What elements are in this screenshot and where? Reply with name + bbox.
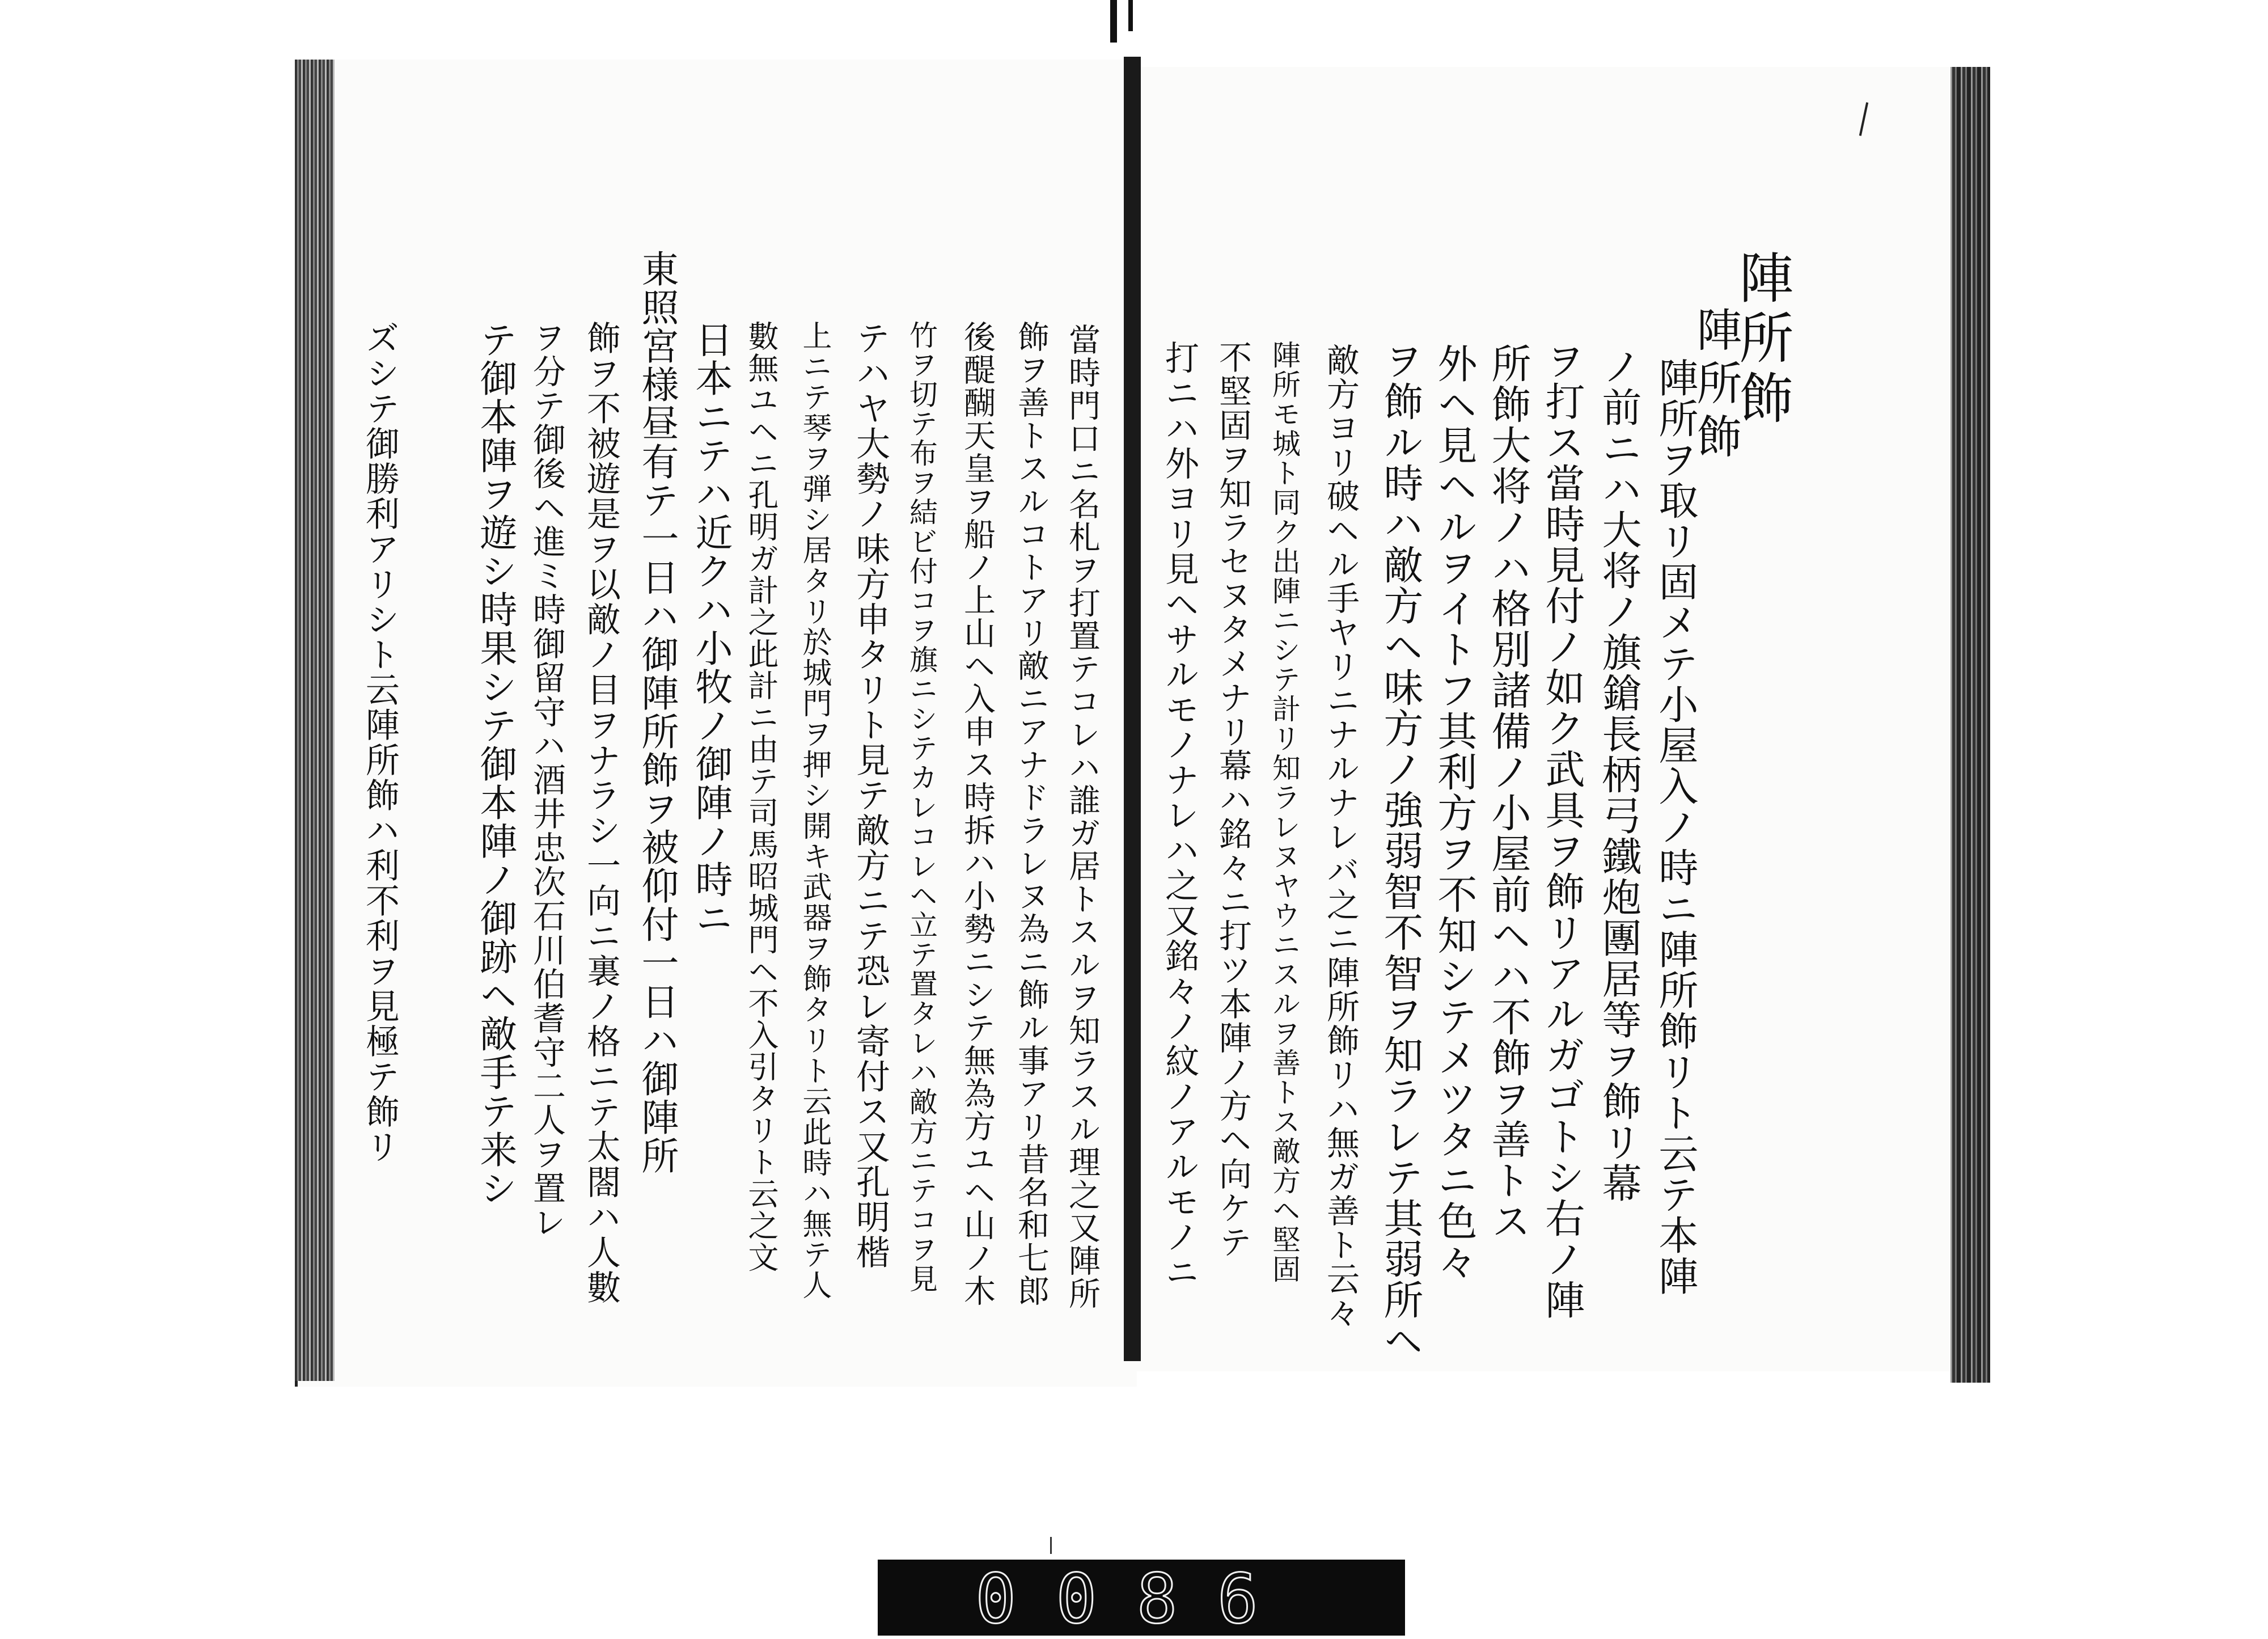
- top-edge-mark: [1128, 0, 1133, 31]
- text-column: 日本ニテハ近クハ小牧ノ御陣ノ時ニ: [689, 320, 733, 937]
- text-column: 東照宮様昼有テ一日ハ御陣所飾ヲ被仰付一日ハ御陣所: [635, 250, 679, 1175]
- text-column: 上ニテ琴ヲ弾シ居タリ於城門ヲ押シ開キ武器ヲ飾タリト云此時ハ無テ人: [797, 320, 831, 1300]
- text-column: 當時門口ニ名札ヲ打置テコレハ誰ガ居トスルヲ知ラスル理之又陣所: [1064, 323, 1101, 1310]
- book-spine: [1124, 57, 1141, 1361]
- text-column: 陣所飾: [1689, 306, 1742, 466]
- text-column: 不堅固ヲ知ラセヌタメナリ幕ハ銘々ニ打ツ本陣ノ方ヘ向ケテ: [1213, 340, 1252, 1259]
- text-column: 敵方ヨリ破ヘル手ヤリニナルナレバ之ニ陣所飾リハ無ガ善ト云々: [1321, 343, 1360, 1330]
- text-column: ズシテ御勝利アリシト云陣所飾ハ利不利ヲ見極テ飾リ: [360, 320, 400, 1164]
- text-column: ノ前ニハ大将ノ旗鎗長柄弓鐵炮團居等ヲ飾リ幕: [1596, 346, 1642, 1203]
- left-page-edge: [295, 60, 335, 1381]
- text-column: 竹ヲ切テ布ヲ結ビ付コヲ旗ニシテカレコレヘ立テ置タレハ敵方ニテコヲ見: [905, 320, 938, 1294]
- text-column: 數無ユヘニ孔明ガ計之此計ニ由テ司馬昭城門ヘ不入引タリト云之文: [743, 320, 779, 1273]
- text-column: テ御本陣ヲ遊シ時果シテ御本陣ノ御跡ヘ敵手テ来シ: [473, 320, 517, 1207]
- text-column: 後醍醐天皇ヲ船ノ上山ヘ入申ス時拆ハ小勢ニシテ無為方ユヘ山ノ木: [959, 320, 996, 1307]
- text-column: ヲ分テ御後ヘ進ミ時御留守ハ酒井忠次石川伯耆守二人ヲ置レ: [527, 320, 566, 1239]
- counter-tick: [1050, 1537, 1052, 1554]
- text-column: ヲ飾ル時ハ敵方ヘ味方ノ強弱智不智ヲ知ラレテ其弱所ヘ: [1377, 340, 1424, 1361]
- text-column: 飾ヲ善トスルコトアリ敵ニアナドラレヌ為ニ飾ル事アリ昔名和七郎: [1013, 320, 1050, 1307]
- right-page-edge: [1950, 67, 1990, 1383]
- text-column: 外ヘ見ヘルヲイトフ其利方ヲ不知シテメツタニ色々: [1431, 343, 1478, 1282]
- text-column: テハヤ大勢ノ味方申タリト見テ敵方ニテ恐レ寄付ス又孔明楷: [850, 320, 890, 1270]
- text-column: ヲ打ス當時見付ノ如ク武具ヲ飾リアルガゴトシ右ノ陣: [1539, 340, 1585, 1320]
- text-column: 打ニハ外ヨリ見ヘサルモノナレハ之又銘々ノ紋ノアルモノニ: [1160, 340, 1199, 1290]
- page-heading: 陣所飾: [1730, 250, 1794, 430]
- text-column: 飾ヲ不被遊是ヲ以敵ノ目ヲナラシ一向ニ裏ノ格ニテ太閤ハ人數: [581, 320, 621, 1305]
- text-column: 所飾大将ノハ格別諸備ノ小屋前ヘハ不飾ヲ善トス: [1485, 343, 1531, 1241]
- frame-number: 0086: [975, 1560, 1298, 1639]
- text-column: 陣所モ城ト同ク出陣ニシテ計リ知ラレヌヤウニスルヲ善トス敵方ヘ堅固: [1268, 340, 1301, 1284]
- text-column: 陣所ヲ取リ固メテ小屋入ノ時ニ陣所飾リト云テ本陣: [1652, 357, 1699, 1296]
- top-edge-mark: [1110, 0, 1117, 43]
